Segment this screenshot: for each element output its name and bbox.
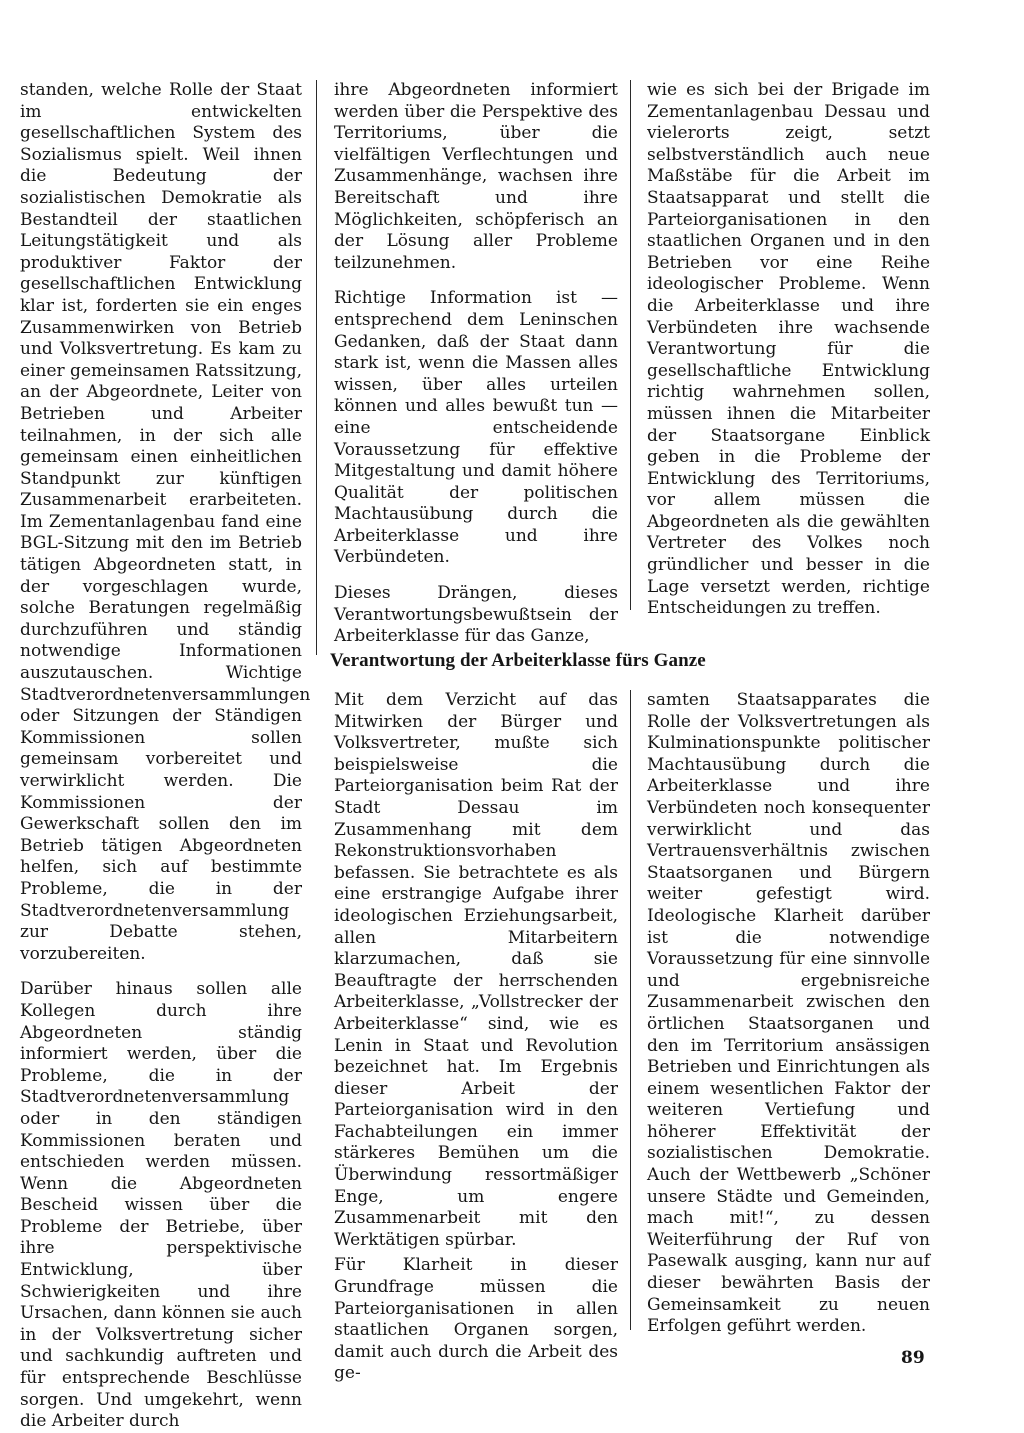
paragraph: Darüber hinaus sollen alle Kollegen durch ihre Abgeordneten ständig informiert werden, über die Probleme, die in der Stadtverordnetenversammlung oder in den ständigen Kommissionen beraten und entschieden werden müssen. Wenn die Abgeordneten Bescheid wissen über die Probleme der Betriebe, über ihre perspektivische Entwicklung, über Schwierigkeiten und ihre Ursachen, dann können sie auch in der Volksvertretung sicher und sachkundig auftreten und für entsprechende Beschlüsse sorgen. Und umgekehrt, wenn die Arbeiter durch xyxy=(20,979,302,1432)
page-number: 89 xyxy=(901,1348,925,1368)
paragraph: Für Klarheit in dieser Grundfrage müssen die Parteiorganisationen in allen staatlichen Organen sorgen, damit auch durch die Arbeit des ge- xyxy=(334,1255,618,1384)
paragraph: Richtige Information ist — entsprechend dem Leninschen Gedanken, daß der Staat dann stark ist, wenn die Massen alles wissen, über alles urteilen können und alles bewußt tun — eine entscheidende Voraussetzung für effektive Mitgestaltung und damit höhere Qualität der politischen Machtausübung durch die Arbeiterklasse und ihre Verbündeten. xyxy=(334,288,618,568)
paragraph: Dieses Drängen, dieses Verantwortungsbewußtsein der Arbeiterklasse für das Ganze, xyxy=(334,583,618,647)
column-1 xyxy=(20,80,311,1433)
column-3-top xyxy=(647,80,930,620)
column-rule xyxy=(630,80,631,610)
column-rule xyxy=(316,80,317,655)
column-3-bottom xyxy=(647,690,930,1338)
paragraph: standen, welche Rolle der Staat im entwickelten gesellschaftlichen System des Sozialismus spielt. Weil ihnen die Bedeutung der sozialistischen Demokratie als Bestandteil der staatlichen Leitungstätigkeit und als produktiver Faktor der gesellschaftlichen Entwicklung klar ist, forderten sie ein enges Zusammenwirken von Betrieb und Volksvertretung. Es kam zu einer gemeinsamen Ratssitzung, an der Abgeordnete, Leiter von Betrieben und Arbeiter teilnahmen, in der sich alle gemeinsam einen einheitlichen Standpunkt zur künftigen Zusammenarbeit erarbeiteten. Im Zementanlagenbau fand eine BGL-Sitzung mit den im Betrieb tätigen Abgeordneten statt, in der vorgeschlagen wurde, solche Beratungen regelmäßig durchzuführen und ständig notwendige Informationen auszutauschen. Wichtige Stadtverordnetenversammlungen oder Sitzungen der Ständigen Kommissionen sollen gemeinsam vorbereitet und verwirklicht werden. Die Kommissionen der Gewerkschaft sollen den im Betrieb tätigen Abgeordneten helfen, sich auf bestimmte Probleme, die in der Stadtverordnetenversammlung zur Debatte stehen, vorzubereiten. xyxy=(20,80,311,964)
paragraph: samten Staatsapparates die Rolle der Volksvertretungen als Kulminationspunkte politischer Machtausübung durch die Arbeiterklasse und ihre Verbündeten noch konsequenter verwirklicht und das Vertrauensverhältnis zwischen Staatsorganen und Bürgern weiter gefestigt wird. Ideologische Klarheit darüber ist die notwendige Voraussetzung für eine sinnvolle und ergebnisreiche Zusammenarbeit zwischen den örtlichen Staatsorganen und den im Territorium ansässigen Betrieben und Einrichtungen als einem wesentlichen Faktor der weiteren Vertiefung und höherer Effektivität der sozialistischen Demokratie. Auch der Wettbewerb „Schöner unsere Städte und Gemeinden, mach mit!“, zu dessen Weiterführung der Ruf von Pasewalk ausging, kann nur auf dieser bewährten Basis der Gemeinsamkeit zu neuen Erfolgen geführt werden. xyxy=(647,690,930,1337)
column-2-top xyxy=(334,80,618,648)
paragraph: ihre Abgeordneten informiert werden über die Perspektive des Territoriums, über die vielfältigen Verflechtungen und Zusammenhänge, wachsen ihre Bereitschaft und ihre Möglichkeiten, schöpferisch an der Lösung aller Probleme teilzunehmen. xyxy=(334,80,618,273)
paragraph: wie es sich bei der Brigade im Zementanlagenbau Dessau und vielerorts zeigt, setzt selbstverständlich auch neue Maßstäbe für die Arbeit im Staatsapparat und stellt die Parteiorganisationen in den staatlichen Organen und in den Betrieben vor eine Reihe ideologischer Probleme. Wenn die Arbeiterklasse und ihre Verbündeten ihre wachsende Verantwortung für die gesellschaftliche Entwicklung richtig wahrnehmen sollen, müssen ihnen die Mitarbeiter der Staatsorgane Einblick geben in die Probleme der Entwicklung des Territoriums, vor allem müssen die Abgeordneten als die gewählten Vertreter des Volkes noch gründlicher und besser in die Lage versetzt werden, richtige Entscheidungen zu treffen. xyxy=(647,80,930,619)
column-rule xyxy=(630,690,631,1330)
section-heading: Verantwortung der Arbeiterklasse fürs Ganze xyxy=(330,650,706,671)
column-2-bottom xyxy=(334,690,618,1385)
paragraph: Mit dem Verzicht auf das Mitwirken der Bürger und Volksvertreter, mußte sich beispielsweise die Parteiorganisation beim Rat der Stadt Dessau im Zusammenhang mit dem Rekonstruktionsvorhaben befassen. Sie betrachtete es als eine erstrangige Aufgabe ihrer ideologischen Erziehungsarbeit, allen Mitarbeitern klarzumachen, daß sie Beauftragte der herrschenden Arbeiterklasse, „Vollstrecker der Arbeiterklasse“ sind, wie es Lenin in Staat und Revolution bezeichnet hat. Im Ergebnis dieser Arbeit der Parteiorganisation wird in den Fachabteilungen ein immer stärkeres Bemühen um die Überwindung ressortmäßiger Enge, um engere Zusammenarbeit mit den Werktätigen spürbar. xyxy=(334,690,618,1250)
